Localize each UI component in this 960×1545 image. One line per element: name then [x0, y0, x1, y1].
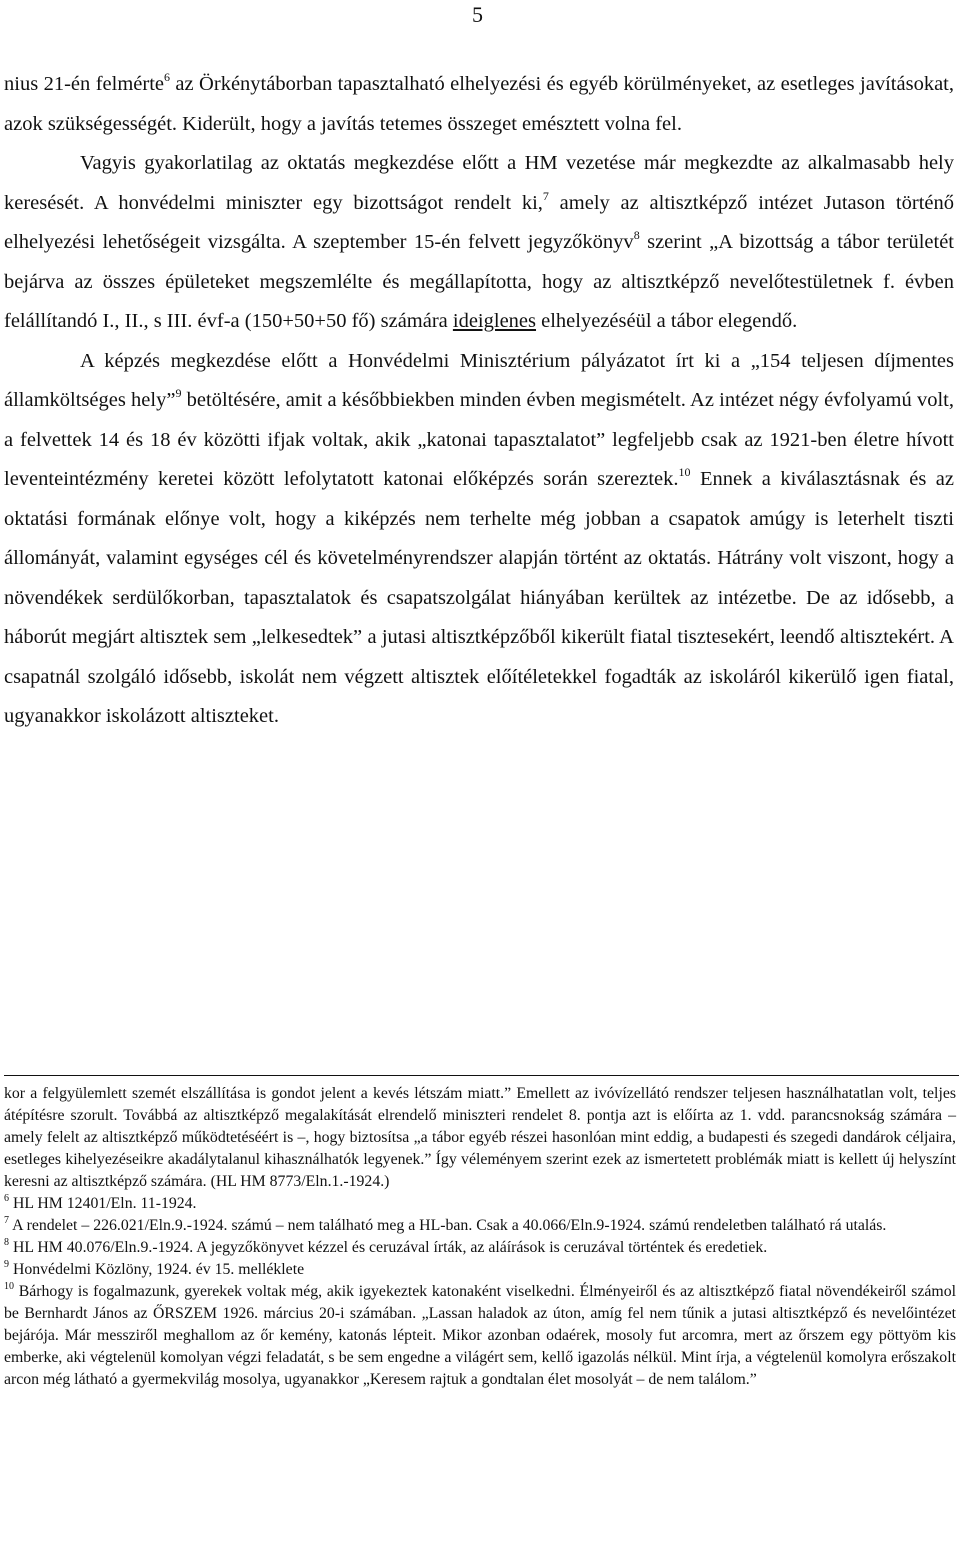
underlined-word: ideiglenes	[452, 310, 537, 332]
footnote-number: 6	[4, 1193, 9, 1204]
footnote-number: 8	[4, 1237, 9, 1248]
footnote-ref-10[interactable]: 10	[678, 465, 691, 479]
footnote-ref-8[interactable]: 8	[633, 228, 640, 242]
text-run: betöltésére, amit a későbbiekben minden évben megismételt. Az intézet négy évfolyamú volt, a felvettek 14 és 18 év közötti ifjak voltak, akik „katonai tapasztalatot” legfeljebb csak az 1921-ben életre hívott leventeintézmény keretei között lefolytatott katonai előképzés során szereztek.	[4, 389, 954, 490]
footnote-9	[4, 1259, 956, 1281]
footnote-6	[4, 1193, 956, 1215]
text-run: Ennek a kiválasztásnak és az oktatási formának előnye volt, hogy a kiképzés nem terhelte még jobban a csapatok amúgy is leterhelt tiszti állományát, valamint egységes cél és követelményrendszer alapján történt az oktatás. Hátrány volt viszont, hogy a növendékek serdülőkorban, tapasztalatok és csapatszolgálat hiányában kerültek az intézetbe. De az idősebb, a háborút megjárt altisztek sem „lelkesedtek” a jutasi altisztképzőből kikerült fiatal tisztesekért, leendő altisztekért. A csapatnál szolgáló idősebb, iskolát nem végzett altisztek előítéletekkel fogadták az iskoláról kikerülő igen fiatal, ugyanakkor iskolázott altiszteket.	[4, 468, 954, 727]
footnote-number: 9	[4, 1259, 9, 1270]
footnote-number: 7	[4, 1215, 9, 1226]
footnote-10	[4, 1281, 956, 1391]
page-number: 5	[472, 2, 483, 27]
footnote-text: Honvédelmi Közlöny, 1924. év 15. melléklete	[9, 1261, 305, 1278]
footnote-ref-6[interactable]: 6	[164, 70, 170, 84]
footnote-text: A rendelet – 226.021/Eln.9.-1924. számú – nem található meg a HL-ban. Csak a 40.066/Eln.9-1924. számú rendeletben található rá utalás.	[9, 1217, 887, 1234]
footnotes	[4, 1083, 956, 1391]
footnote-text: Bárhogy is fogalmazunk, gyerekek voltak még, akik igyekeztek katonaként viselkedni. Élményeiről és az altisztképző fiatal növendékeiről számol be Bernhardt János az ŐRSZEM 1926. március 20-i számában. „Lassan haladok az úton, amíg fel nem tűnik a jutasi altisztképző és nevelőintézet bejárója. Már messziről meghallom az őr kemény, katonás lépteit. Mikor azonban odaérek, mosoly fut arcomra, mert az őrszem egy pöttyöm kis emberke, aki végtelenül komolyan végzi feladatát, s be sem engedne a világért sem, kellő igazolás nélkül. Mint írja, a végtelenül komolyra erőszakolt arcon még látható a gyermekvilág mosolya, ugyanakkor „Keresem rajtuk a gondtalan élet mosolyát – de nem találom.”	[4, 1283, 956, 1388]
text-run: A képzés megkezdése előtt a Honvédelmi Minisztérium pályázatot írt ki a „154 teljesen díjmentes államköltséges hely”	[4, 349, 954, 411]
paragraph-1	[4, 65, 954, 144]
footnote-text: HL HM 12401/Eln. 11-1924.	[9, 1195, 197, 1212]
footnote-8	[4, 1237, 956, 1259]
text-run: szerint „A bizottság a tábor területét bejárva az összes épületeket megszemlélte és megállapította, hogy az altisztképző nevelőtestületnek f. évben felállítandó I., II., s III. évf-a (150+50+50 fő) számára	[4, 231, 954, 332]
footnote-ref-9[interactable]: 9	[175, 386, 182, 400]
paragraph-2	[4, 144, 954, 342]
footnote-continuation: kor a felgyülemlett szemét elszállítása is gondot jelent a kevés létszám miatt.” Emellett az ivóvízellátó rendszer teljesen használhatatlan volt, teljes átépítésre szorult. Továbbá az altisztképző megalakítását elrendelő miniszteri rendelet 8. pontja azt is előírta az 1. vdd. parancsnokság számára – amely felelt az altisztképző működtetéséért is –, hogy biztosítsa „a tábor egyéb részei hasonlóan mint eddig, a budapesti és szegedi dandárok céljaira, esetleges kihelyezéseikre akadálytalanul kihasználhatók legyenek.” Így véleményem szerint ezek az ismertetett problémák miatt is kellett új helyszínt keresni az altisztképző számára. (HL HM 8773/Eln.1.-1924.)	[4, 1085, 956, 1190]
footnote-text: HL HM 40.076/Eln.9.-1924. A jegyzőkönyvet kézzel és ceruzával írták, az aláírások is ceruzával történtek és eredetiek.	[9, 1239, 768, 1256]
footnote-7	[4, 1215, 956, 1237]
text-run: nius 21-én felmérte	[4, 73, 164, 95]
footnote-separator	[4, 1075, 959, 1076]
text-run: Vagyis gyakorlatilag az oktatás megkezdése előtt a HM vezetése már megkezdte az alkalmasabb hely keresését. A honvédelmi miniszter egy bizottságot rendelt ki,	[4, 152, 954, 214]
footnote-number: 10	[4, 1281, 14, 1292]
text-run: az Örkénytáborban tapasztalható elhelyezési és egyéb körülményeket, az esetleges javításokat, azok szükségességét. Kiderült, hogy a javítás tetemes összeget emésztett volna fel.	[4, 73, 954, 135]
footnote-ref-7[interactable]: 7	[542, 188, 549, 203]
main-text	[4, 65, 954, 737]
paragraph-3	[4, 342, 954, 737]
text-run: amely az altisztképző intézet Jutason történő elhelyezési lehetőségeit vizsgálta. A szeptember 15-én felvett jegyzőkönyv	[4, 191, 954, 253]
text-run: elhelyezéséül a tábor elegendő.	[536, 310, 798, 332]
